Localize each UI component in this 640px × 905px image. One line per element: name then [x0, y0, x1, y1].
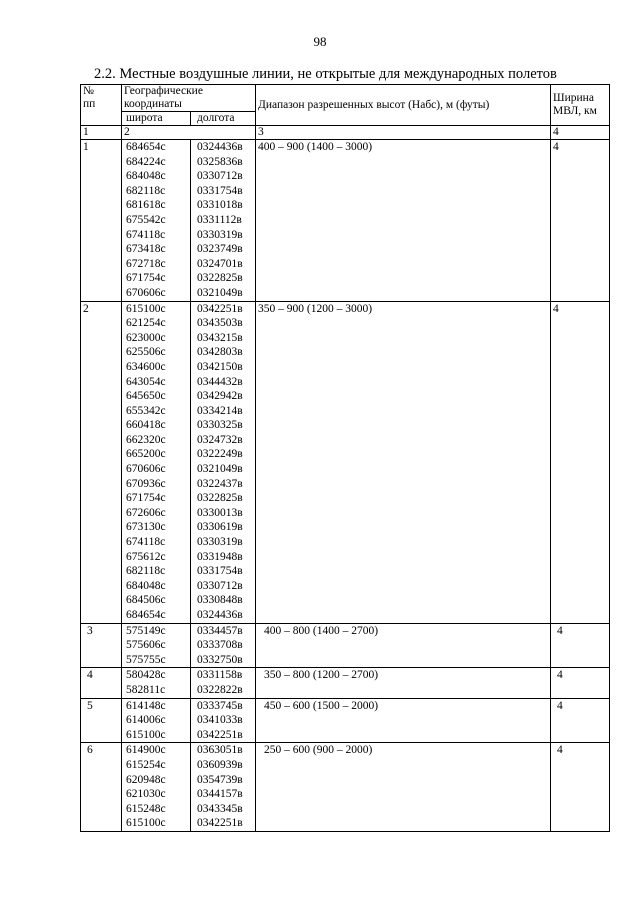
section-title: 2.2. Местные воздушные линии, не открытые для международных полетов	[94, 66, 557, 82]
column-number-row	[81, 126, 610, 140]
longitude-value: 0344157в	[197, 788, 243, 801]
longitude-value: 0333708в	[197, 639, 243, 652]
longitude-value: 0323749в	[197, 243, 243, 256]
routes-table	[80, 84, 610, 832]
header-lat: широта	[122, 112, 191, 126]
header-coords	[122, 85, 256, 112]
latitude-value: 671754с	[126, 492, 166, 505]
longitude-value: 0331158в	[197, 669, 243, 682]
longitude-value: 0330712в	[197, 579, 243, 592]
route-number: 1	[81, 140, 122, 302]
longitude-value: 0343215в	[197, 331, 243, 344]
longitude-value: 0342251в	[197, 302, 243, 315]
latitude-value: 684048с	[126, 579, 166, 592]
longitude-value: 0322825в	[197, 492, 243, 505]
header-num	[81, 85, 122, 126]
longitude-value: 0330848в	[197, 594, 243, 607]
longitude-list	[191, 301, 256, 623]
longitude-value: 0321049в	[197, 286, 243, 299]
longitude-list	[191, 140, 256, 302]
header-num-label: №	[83, 85, 94, 97]
header-coords-label: Географические координаты	[124, 85, 203, 110]
longitude-value: 0341033в	[197, 714, 243, 727]
latitude-value: 620948с	[126, 773, 166, 786]
longitude-value: 0331018в	[197, 199, 243, 212]
longitude-value: 0333745в	[197, 699, 243, 712]
latitude-value: 614006с	[126, 714, 166, 727]
longitude-list	[191, 743, 256, 832]
route-row	[81, 301, 610, 623]
latitude-value: 625506с	[126, 346, 166, 359]
latitude-value: 672718с	[126, 257, 166, 270]
longitude-value: 0322822в	[197, 683, 243, 696]
longitude-value: 0325836в	[197, 155, 243, 168]
latitude-list	[122, 301, 191, 623]
header-width-label: Ширина МВЛ, км	[553, 92, 597, 117]
col-number-4: 4	[551, 126, 610, 140]
latitude-value: 643054с	[126, 375, 166, 388]
latitude-list	[122, 698, 191, 743]
route-number: 3	[81, 623, 122, 668]
longitude-value: 0324732в	[197, 433, 243, 446]
longitude-value: 0330619в	[197, 521, 243, 534]
route-width: 4	[551, 301, 610, 623]
longitude-value: 0330319в	[197, 536, 243, 549]
latitude-value: 670606с	[126, 463, 166, 476]
latitude-value: 621030с	[126, 788, 166, 801]
latitude-value: 623000с	[126, 331, 166, 344]
latitude-value: 675612с	[126, 550, 166, 563]
latitude-value: 684506с	[126, 594, 166, 607]
altitude-range: 350 – 900 (1200 – 3000)	[256, 301, 551, 623]
latitude-value: 615100с	[126, 728, 166, 741]
longitude-value: 0322249в	[197, 448, 243, 461]
route-width: 4	[551, 698, 610, 743]
header-range-label: Диапазон разрешенных высот (Набс), м (футы)	[258, 98, 490, 111]
latitude-value: 615100с	[126, 302, 166, 315]
latitude-value: 682118с	[126, 565, 166, 578]
longitude-value: 0324436в	[197, 141, 243, 153]
longitude-value: 0332750в	[197, 653, 243, 666]
latitude-value: 614900с	[126, 744, 166, 757]
altitude-range: 400 – 800 (1400 – 2700)	[256, 623, 551, 668]
latitude-value: 681618с	[126, 199, 166, 212]
latitude-value: 621254с	[126, 317, 166, 330]
longitude-list	[191, 623, 256, 668]
longitude-list	[191, 668, 256, 698]
longitude-value: 0334214в	[197, 404, 243, 417]
longitude-value: 0330013в	[197, 506, 243, 519]
altitude-range: 250 – 600 (900 – 2000)	[256, 743, 551, 832]
routes-table-body	[81, 85, 610, 832]
latitude-list	[122, 140, 191, 302]
longitude-value: 0331948в	[197, 550, 243, 563]
latitude-value: 662320с	[126, 433, 166, 446]
latitude-value: 670606с	[126, 286, 166, 299]
longitude-value: 0331754в	[197, 184, 243, 197]
altitude-range: 350 – 800 (1200 – 2700)	[256, 668, 551, 698]
latitude-value: 615254с	[126, 758, 166, 771]
page-number: 98	[313, 34, 327, 49]
longitude-list	[191, 698, 256, 743]
latitude-value: 672606с	[126, 506, 166, 519]
latitude-value: 684654с	[126, 141, 166, 153]
latitude-value: 673418с	[126, 243, 166, 256]
latitude-value: 634600с	[126, 360, 166, 373]
col-number-2: 2	[122, 126, 256, 140]
latitude-value: 645650с	[126, 390, 166, 403]
latitude-value: 575755с	[126, 653, 166, 666]
latitude-value: 684654с	[126, 609, 166, 621]
longitude-value: 0330319в	[197, 228, 243, 241]
longitude-value: 0334457в	[197, 624, 243, 637]
latitude-value: 665200с	[126, 448, 166, 461]
longitude-value: 0363051в	[197, 744, 243, 757]
longitude-value: 0360939в	[197, 758, 243, 771]
route-width: 4	[551, 668, 610, 698]
header-num-label-2: пп	[83, 98, 96, 110]
latitude-value: 575606с	[126, 639, 166, 652]
route-number: 5	[81, 698, 122, 743]
route-row	[81, 140, 610, 302]
longitude-value: 0331112в	[197, 213, 242, 226]
route-row	[81, 623, 610, 668]
latitude-value: 684048с	[126, 170, 166, 183]
latitude-value: 682118с	[126, 184, 166, 197]
latitude-list	[122, 668, 191, 698]
route-row	[81, 668, 610, 698]
altitude-range: 450 – 600 (1500 – 2000)	[256, 698, 551, 743]
latitude-value: 582811с	[126, 683, 166, 696]
col-number-1: 1	[81, 126, 122, 140]
latitude-value: 615248с	[126, 802, 166, 815]
longitude-value: 0324701в	[197, 257, 243, 270]
latitude-value: 671754с	[126, 272, 166, 285]
header-width	[551, 85, 610, 126]
longitude-value: 0330712в	[197, 170, 243, 183]
latitude-value: 575149с	[126, 624, 166, 637]
latitude-value: 670936с	[126, 477, 166, 490]
longitude-value: 0342942в	[197, 390, 243, 403]
latitude-list	[122, 743, 191, 832]
route-width: 4	[551, 623, 610, 668]
route-row	[81, 698, 610, 743]
header-row	[81, 85, 610, 112]
latitude-value: 580428с	[126, 669, 166, 682]
longitude-value: 0342251в	[197, 728, 243, 741]
route-number: 2	[81, 301, 122, 623]
longitude-value: 0331754в	[197, 565, 243, 578]
longitude-value: 0324436в	[197, 609, 243, 621]
route-width: 4	[551, 140, 610, 302]
longitude-value: 0342251в	[197, 817, 243, 830]
latitude-value: 675542с	[126, 213, 166, 226]
longitude-value: 0330325в	[197, 419, 243, 432]
route-row	[81, 743, 610, 832]
longitude-value: 0343345в	[197, 802, 243, 815]
latitude-value: 614148с	[126, 699, 166, 712]
longitude-value: 0322437в	[197, 477, 243, 490]
longitude-value: 0344432в	[197, 375, 243, 388]
longitude-value: 0322825в	[197, 272, 243, 285]
route-number: 4	[81, 668, 122, 698]
altitude-range: 400 – 900 (1400 – 3000)	[256, 140, 551, 302]
route-width: 4	[551, 743, 610, 832]
latitude-value: 615100с	[126, 817, 166, 830]
latitude-value: 674118с	[126, 536, 166, 549]
header-range	[256, 85, 551, 126]
latitude-value: 660418с	[126, 419, 166, 432]
longitude-value: 0342803в	[197, 346, 243, 359]
longitude-value: 0321049в	[197, 463, 243, 476]
header-lon: долгота	[191, 112, 256, 126]
latitude-value: 674118с	[126, 228, 166, 241]
col-number-3: 3	[256, 126, 551, 140]
longitude-value: 0354739в	[197, 773, 243, 786]
longitude-value: 0342150в	[197, 360, 243, 373]
latitude-value: 684224с	[126, 155, 166, 168]
latitude-list	[122, 623, 191, 668]
route-number: 6	[81, 743, 122, 832]
latitude-value: 673130с	[126, 521, 166, 534]
latitude-value: 655342с	[126, 404, 166, 417]
longitude-value: 0343503в	[197, 317, 243, 330]
